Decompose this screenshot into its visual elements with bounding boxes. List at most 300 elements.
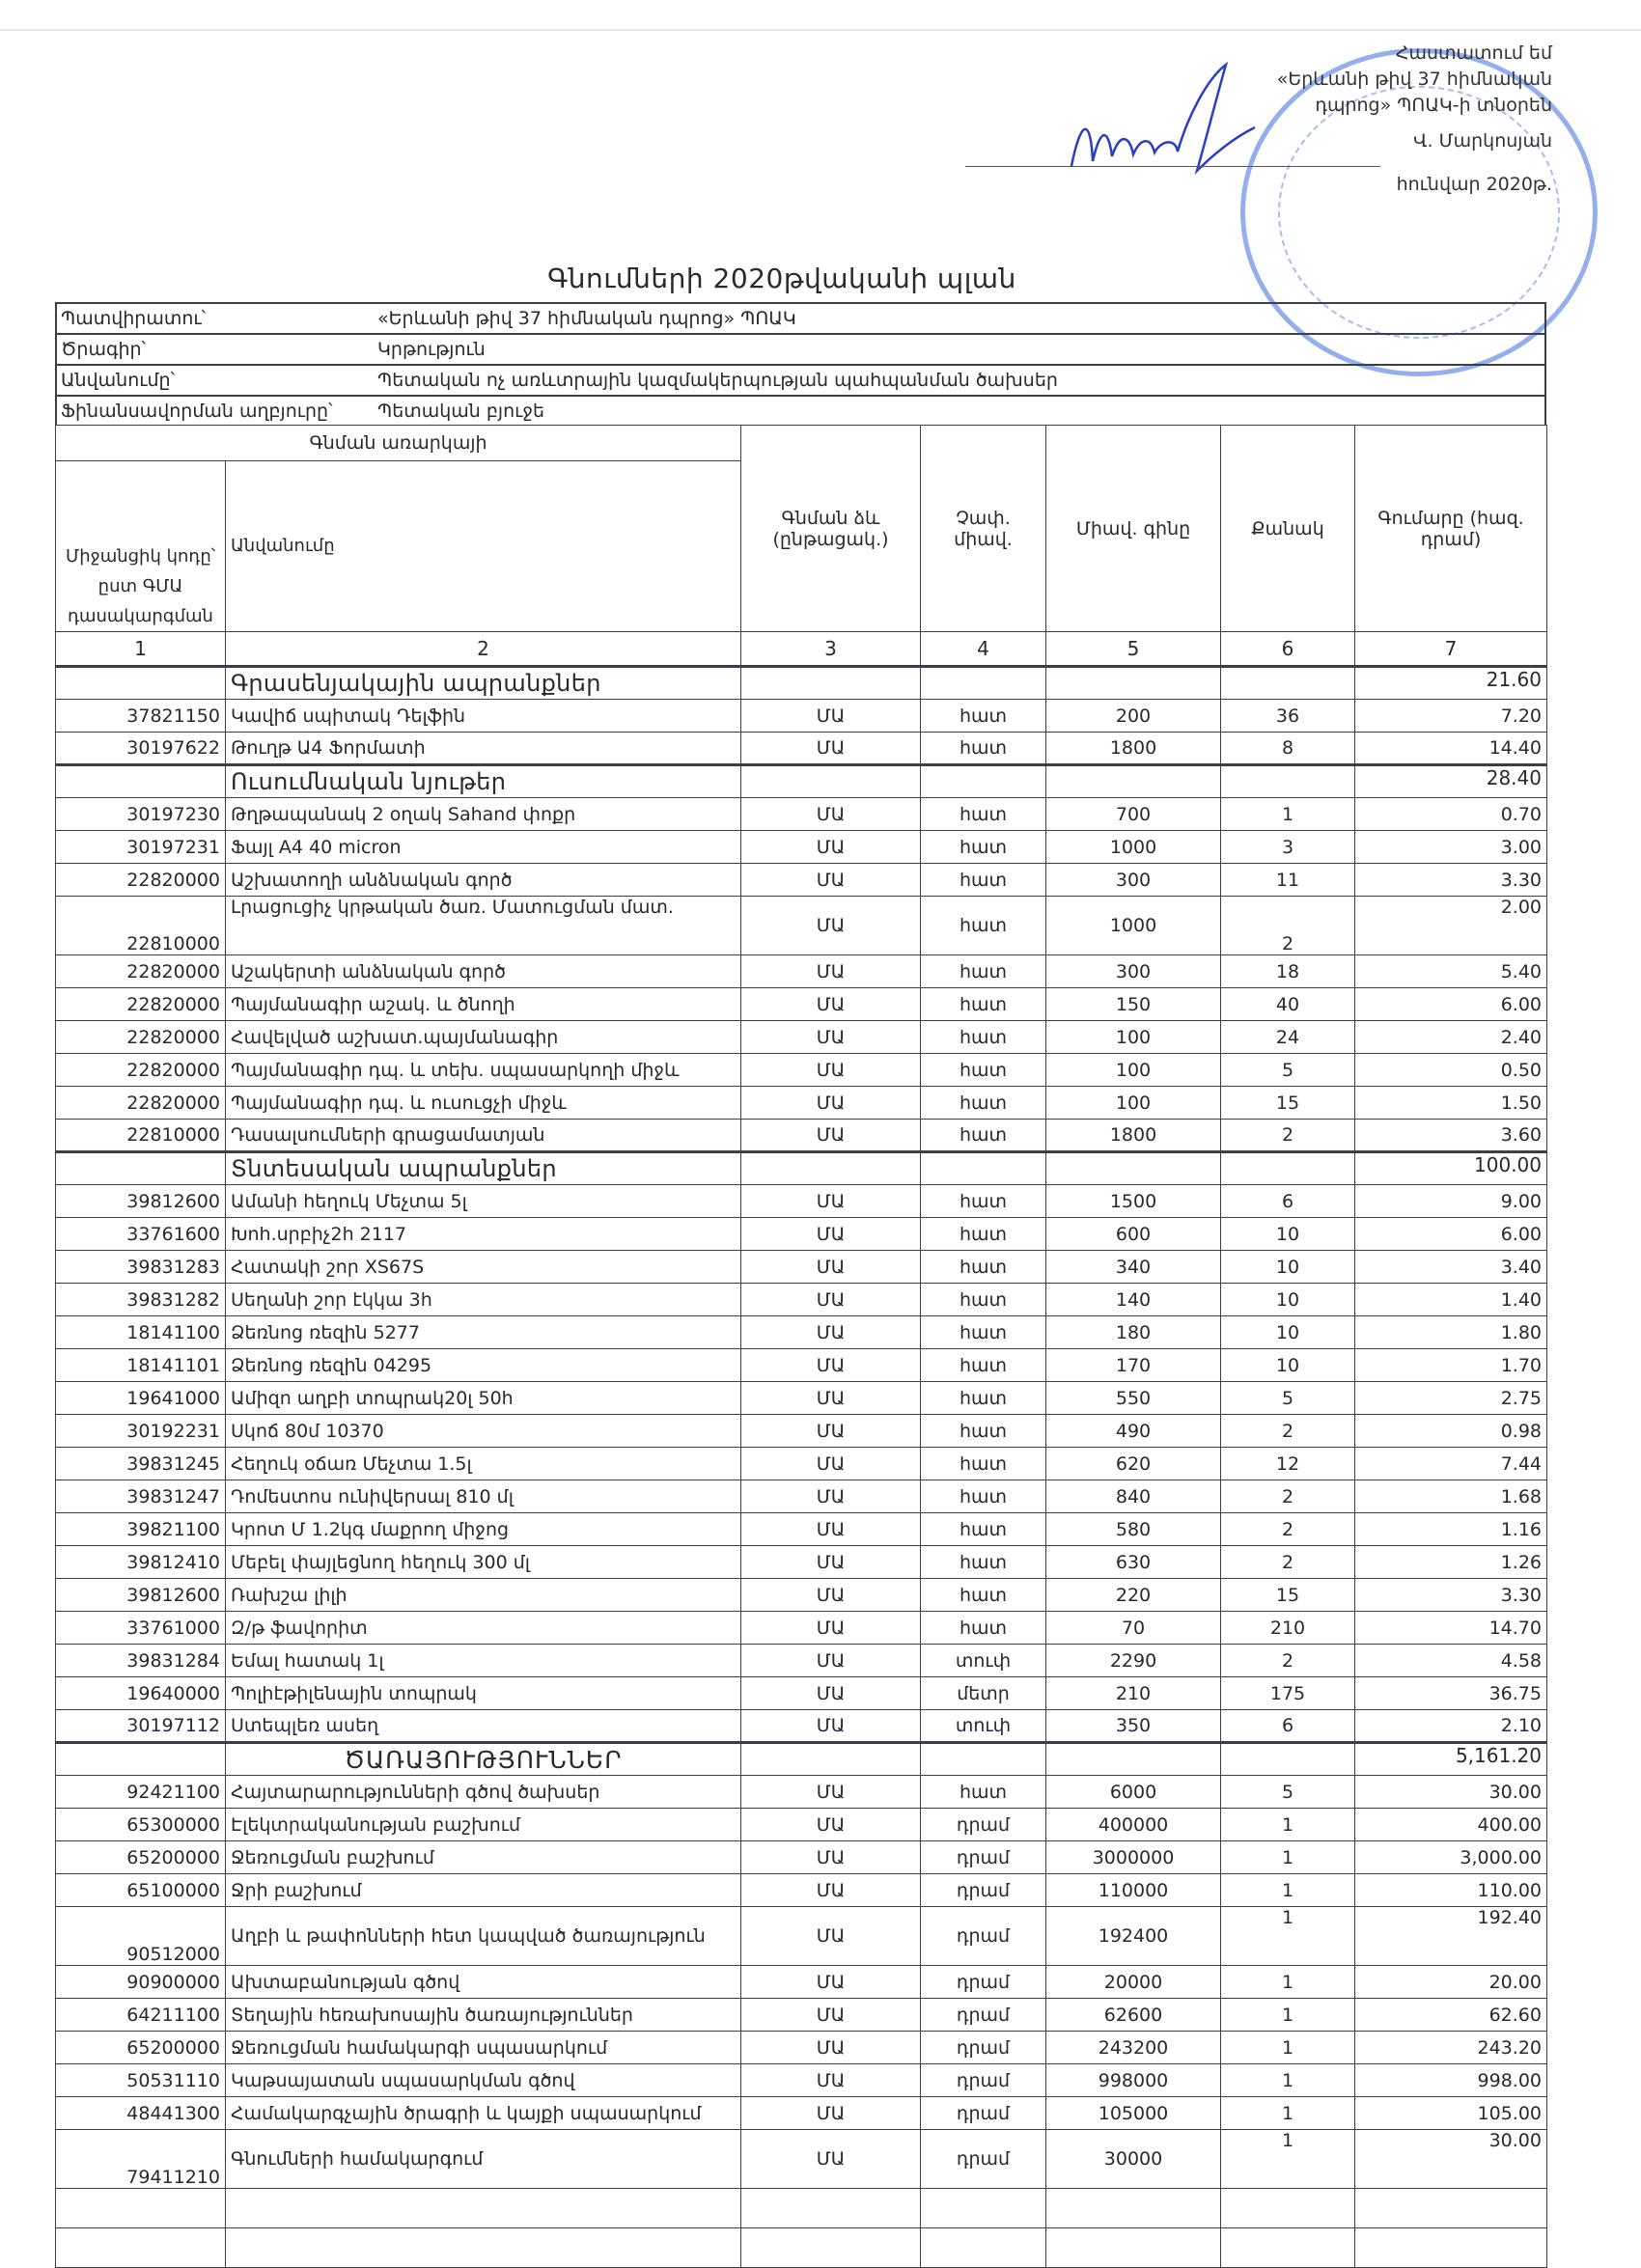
line-total: 192.40	[1355, 1907, 1547, 1966]
unit-price: 998000	[1046, 2064, 1221, 2097]
unit: հատ	[921, 1251, 1046, 1284]
colnum-4: 4	[921, 632, 1046, 667]
cpv-code: 64211100	[56, 1999, 226, 2032]
unit: դրամ	[921, 1999, 1046, 2032]
unit: հատ	[921, 1218, 1046, 1251]
procurement-method: ՄԱ	[741, 1316, 921, 1349]
unit: դրամ	[921, 2097, 1046, 2130]
table-row	[56, 1349, 1547, 1382]
unit: հատ	[921, 988, 1046, 1021]
item-name: Խոհ.սրբիչ2հ 2117	[226, 1218, 741, 1251]
cpv-code: 39812600	[56, 1185, 226, 1218]
section-header-row	[56, 667, 1547, 700]
cpv-code: 22810000	[56, 1120, 226, 1152]
cpv-code: 19640000	[56, 1677, 226, 1710]
table-row	[56, 1612, 1547, 1645]
section-blank	[1221, 667, 1355, 700]
cpv-code: 39831247	[56, 1480, 226, 1513]
item-name: Աղբի և թափոնների հետ կապված ծառայություն	[226, 1907, 741, 1966]
unit: հատ	[921, 1448, 1046, 1480]
item-name: Թղթապանակ 2 օղակ Sahand փոքր	[226, 798, 741, 831]
table-row	[56, 1841, 1547, 1874]
item-name: Ամանի հեղուկ Մեչտա 5լ	[226, 1185, 741, 1218]
procurement-method: ՄԱ	[741, 1185, 921, 1218]
unit: հատ	[921, 1382, 1046, 1415]
cpv-code: 30197231	[56, 831, 226, 864]
procurement-method: ՄԱ	[741, 2064, 921, 2097]
line-total: 1.50	[1355, 1087, 1547, 1120]
procurement-method: ՄԱ	[741, 1251, 921, 1284]
unit-price: 2290	[1046, 1645, 1221, 1677]
item-name: Կաթսայատան սպասարկման գծով	[226, 2064, 741, 2097]
table-row	[56, 1677, 1547, 1710]
cpv-code: 33761000	[56, 1612, 226, 1645]
unit: հատ	[921, 1546, 1046, 1579]
meta-row	[56, 365, 1545, 396]
table-row	[56, 1907, 1547, 1966]
cpv-code: 22820000	[56, 955, 226, 988]
meta-label: Պատվիրատու՝	[56, 303, 374, 334]
procurement-method: ՄԱ	[741, 1054, 921, 1087]
section-blank	[921, 667, 1046, 700]
unit-price: 220	[1046, 1579, 1221, 1612]
unit: տուփ	[921, 1645, 1046, 1677]
cpv-code: 37821150	[56, 700, 226, 733]
unit-price: 30000	[1046, 2130, 1221, 2189]
quantity: 5	[1221, 1054, 1355, 1087]
item-name: Թուղթ Ա4 Ֆորմատի	[226, 733, 741, 765]
table-row	[56, 1185, 1547, 1218]
cpv-code: 30192231	[56, 1415, 226, 1448]
table-row	[56, 1087, 1547, 1120]
line-total: 110.00	[1355, 1874, 1547, 1907]
cpv-code: 65200000	[56, 2032, 226, 2064]
quantity: 10	[1221, 1349, 1355, 1382]
table-row	[56, 1021, 1547, 1054]
quantity: 2	[1221, 1120, 1355, 1152]
procurement-method: ՄԱ	[741, 1218, 921, 1251]
procurement-method: ՄԱ	[741, 1677, 921, 1710]
line-total: 5.40	[1355, 955, 1547, 988]
table-row	[56, 733, 1547, 765]
unit-price: 110000	[1046, 1874, 1221, 1907]
item-name: Զ/թ ֆավորիտ	[226, 1612, 741, 1645]
colnum-7: 7	[1355, 632, 1547, 667]
table-row	[56, 1284, 1547, 1316]
table-row	[56, 1579, 1547, 1612]
unit-price: 243200	[1046, 2032, 1221, 2064]
item-name: Ամիզո աղբի տոպրակ20լ 50հ	[226, 1382, 741, 1415]
meta-table	[55, 302, 1546, 426]
item-name: Մեբել փայլեցնող հեղուկ 300 մլ	[226, 1546, 741, 1579]
unit-price: 840	[1046, 1480, 1221, 1513]
line-total: 2.40	[1355, 1021, 1547, 1054]
quantity: 18	[1221, 955, 1355, 988]
cpv-code: 22820000	[56, 1021, 226, 1054]
unit: հատ	[921, 1021, 1046, 1054]
quantity: 5	[1221, 1382, 1355, 1415]
unit: տուփ	[921, 1710, 1046, 1743]
section-blank	[1221, 1152, 1355, 1185]
section-header-row	[56, 1743, 1547, 1776]
table-row	[56, 798, 1547, 831]
colnum-2: 2	[226, 632, 741, 667]
procurement-method: ՄԱ	[741, 1120, 921, 1152]
quantity: 2	[1221, 1546, 1355, 1579]
quantity: 1	[1221, 2064, 1355, 2097]
line-total: 998.00	[1355, 2064, 1547, 2097]
section-name: Գրասենյակային ապրանքներ	[226, 667, 741, 700]
line-total: 36.75	[1355, 1677, 1547, 1710]
unit: հատ	[921, 1579, 1046, 1612]
approver-name: Վ. Մարկոսյան	[1413, 130, 1552, 152]
procurement-method: ՄԱ	[741, 1513, 921, 1546]
unit-price: 1000	[1046, 831, 1221, 864]
colnum-1: 1	[56, 632, 226, 667]
unit: հատ	[921, 798, 1046, 831]
cpv-code: 90512000	[56, 1907, 226, 1966]
procurement-method: ՄԱ	[741, 2130, 921, 2189]
section-blank	[1046, 1743, 1221, 1776]
procurement-method: ՄԱ	[741, 1546, 921, 1579]
unit-price: 180	[1046, 1316, 1221, 1349]
quantity: 2	[1221, 897, 1355, 955]
quantity: 6	[1221, 1710, 1355, 1743]
table-row	[56, 1513, 1547, 1546]
line-total: 62.60	[1355, 1999, 1547, 2032]
procurement-method: ՄԱ	[741, 2097, 921, 2130]
line-total: 7.20	[1355, 700, 1547, 733]
table-row	[56, 1251, 1547, 1284]
line-total: 3,000.00	[1355, 1841, 1547, 1874]
item-name: Հայտարարությունների գծով ծախսեր	[226, 1776, 741, 1809]
line-total: 3.30	[1355, 1579, 1547, 1612]
unit: հատ	[921, 1087, 1046, 1120]
cpv-code: 39831284	[56, 1645, 226, 1677]
line-total: 105.00	[1355, 2097, 1547, 2130]
procurement-method: ՄԱ	[741, 1966, 921, 1999]
section-code	[56, 765, 226, 798]
line-total: 3.40	[1355, 1251, 1547, 1284]
meta-row	[56, 303, 1545, 334]
section-blank	[1221, 1743, 1355, 1776]
section-blank	[741, 667, 921, 700]
meta-label: Ֆինանսավորման աղբյուրը՝	[56, 396, 374, 426]
unit: հատ	[921, 1776, 1046, 1809]
item-name: Կրոտ Մ 1.2կգ մաքրող միջոց	[226, 1513, 741, 1546]
section-blank	[921, 1743, 1046, 1776]
procurement-method: ՄԱ	[741, 1776, 921, 1809]
line-total: 0.70	[1355, 798, 1547, 831]
unit: հատ	[921, 1316, 1046, 1349]
quantity: 24	[1221, 1021, 1355, 1054]
line-total: 1.16	[1355, 1513, 1547, 1546]
colnum-3: 3	[741, 632, 921, 667]
item-name: Կավիճ սպիտակ Դելֆին	[226, 700, 741, 733]
quantity: 10	[1221, 1218, 1355, 1251]
cpv-code: 22820000	[56, 988, 226, 1021]
table-row	[56, 1966, 1547, 1999]
section-name: ԾԱՌԱՅՈՒԹՅՈՒՆՆԵՐ	[226, 1743, 741, 1776]
unit: հատ	[921, 1513, 1046, 1546]
line-total: 400.00	[1355, 1809, 1547, 1841]
unit: հատ	[921, 733, 1046, 765]
procurement-method: ՄԱ	[741, 1579, 921, 1612]
item-name: Ռախշա լիլի	[226, 1579, 741, 1612]
procurement-method: ՄԱ	[741, 2032, 921, 2064]
unit: դրամ	[921, 1874, 1046, 1907]
quantity: 8	[1221, 733, 1355, 765]
section-blank	[1221, 765, 1355, 798]
table-row	[56, 1054, 1547, 1087]
unit: հատ	[921, 1415, 1046, 1448]
line-total: 6.00	[1355, 988, 1547, 1021]
empty-row	[56, 2228, 1547, 2268]
unit-price: 1800	[1046, 1120, 1221, 1152]
line-total: 0.50	[1355, 1054, 1547, 1087]
procurement-method: ՄԱ	[741, 1999, 921, 2032]
quantity: 1	[1221, 1809, 1355, 1841]
line-total: 14.40	[1355, 733, 1547, 765]
procurement-method: ՄԱ	[741, 897, 921, 955]
section-blank	[741, 1152, 921, 1185]
unit: դրամ	[921, 1907, 1046, 1966]
line-total: 1.26	[1355, 1546, 1547, 1579]
procurement-method: ՄԱ	[741, 1874, 921, 1907]
unit: հատ	[921, 1349, 1046, 1382]
line-total: 2.75	[1355, 1382, 1547, 1415]
procurement-method: ՄԱ	[741, 1448, 921, 1480]
cpv-code: 39821100	[56, 1513, 226, 1546]
quantity: 15	[1221, 1579, 1355, 1612]
item-name: Դասալսումների գրացամատյան	[226, 1120, 741, 1152]
line-total: 30.00	[1355, 2130, 1547, 2189]
unit-price: 490	[1046, 1415, 1221, 1448]
procurement-method: ՄԱ	[741, 1710, 921, 1743]
header-group: Գնման առարկայի	[56, 426, 741, 461]
unit: հատ	[921, 955, 1046, 988]
table-row	[56, 700, 1547, 733]
unit-price: 62600	[1046, 1999, 1221, 2032]
unit: հատ	[921, 1480, 1046, 1513]
quantity: 3	[1221, 831, 1355, 864]
table-row	[56, 1776, 1547, 1809]
section-header-row	[56, 1152, 1547, 1185]
procurement-method: ՄԱ	[741, 1612, 921, 1645]
item-name: Ստեպլեռ ասեղ	[226, 1710, 741, 1743]
item-name: Ֆայլ A4 40 micron	[226, 831, 741, 864]
header-unit: Չափ. միավ.	[921, 426, 1046, 632]
cpv-code: 22810000	[56, 897, 226, 955]
cpv-code: 92421100	[56, 1776, 226, 1809]
cpv-code: 39831282	[56, 1284, 226, 1316]
quantity: 1	[1221, 1874, 1355, 1907]
item-name: Պայմանագիր դպ. և տեխ. սպասարկողի միջև	[226, 1054, 741, 1087]
item-name: Պայմանագիր դպ. և ուսուցչի միջև	[226, 1087, 741, 1120]
procurement-method: ՄԱ	[741, 1415, 921, 1448]
quantity: 36	[1221, 700, 1355, 733]
item-name: Ջեռուցման համակարգի սպասարկում	[226, 2032, 741, 2064]
cpv-code: 30197112	[56, 1710, 226, 1743]
procurement-method: ՄԱ	[741, 955, 921, 988]
unit-price: 100	[1046, 1087, 1221, 1120]
unit: մետր	[921, 1677, 1046, 1710]
cpv-code: 18141101	[56, 1349, 226, 1382]
line-total: 3.00	[1355, 831, 1547, 864]
unit-price: 350	[1046, 1710, 1221, 1743]
cpv-code: 65200000	[56, 1841, 226, 1874]
quantity: 210	[1221, 1612, 1355, 1645]
section-blank	[1046, 667, 1221, 700]
colnum-5: 5	[1046, 632, 1221, 667]
line-total: 2.00	[1355, 897, 1547, 955]
column-numbers-row	[56, 632, 1547, 667]
unit: հատ	[921, 864, 1046, 897]
unit-price: 300	[1046, 955, 1221, 988]
table-row	[56, 1710, 1547, 1743]
cpv-code: 50531110	[56, 2064, 226, 2097]
line-total: 7.44	[1355, 1448, 1547, 1480]
line-total: 20.00	[1355, 1966, 1547, 1999]
line-total: 4.58	[1355, 1645, 1547, 1677]
unit: դրամ	[921, 1841, 1046, 1874]
line-total: 14.70	[1355, 1612, 1547, 1645]
unit-price: 100	[1046, 1021, 1221, 1054]
approval-org-line2: դպրոց» ՊՈԱԿ-ի տնօրեն	[1315, 95, 1552, 116]
line-total: 6.00	[1355, 1218, 1547, 1251]
table-row	[56, 988, 1547, 1021]
cpv-code: 39812410	[56, 1546, 226, 1579]
line-total: 3.60	[1355, 1120, 1547, 1152]
section-header-row	[56, 765, 1547, 798]
quantity: 2	[1221, 1415, 1355, 1448]
line-total: 2.10	[1355, 1710, 1547, 1743]
quantity: 1	[1221, 1999, 1355, 2032]
approval-block	[1277, 41, 1552, 198]
cpv-code: 39831245	[56, 1448, 226, 1480]
table-row	[56, 1480, 1547, 1513]
table-row	[56, 2064, 1547, 2097]
unit: հատ	[921, 897, 1046, 955]
cpv-code: 18141100	[56, 1316, 226, 1349]
cpv-code: 30197230	[56, 798, 226, 831]
procurement-method: ՄԱ	[741, 1809, 921, 1841]
quantity: 1	[1221, 798, 1355, 831]
unit-price: 1800	[1046, 733, 1221, 765]
quantity: 1	[1221, 1966, 1355, 1999]
item-name: Հեղուկ օճառ Մեչտա 1.5լ	[226, 1448, 741, 1480]
approval-org-line1: «Երևանի թիվ 37 հիմնական	[1276, 69, 1552, 90]
quantity: 2	[1221, 1480, 1355, 1513]
unit: հատ	[921, 1054, 1046, 1087]
table-row	[56, 2130, 1547, 2189]
unit-price: 192400	[1046, 1907, 1221, 1966]
header-code: Միջանցիկ կոդը՝ ըստ ԳՄԱ դասակարգման	[56, 461, 226, 632]
unit-price: 580	[1046, 1513, 1221, 1546]
item-name: Ջրի բաշխում	[226, 1874, 741, 1907]
cpv-code: 22820000	[56, 1087, 226, 1120]
unit-price: 340	[1046, 1251, 1221, 1284]
cpv-code: 39812600	[56, 1579, 226, 1612]
header-price: Միավ. գինը	[1046, 426, 1221, 632]
quantity: 11	[1221, 864, 1355, 897]
unit-price: 70	[1046, 1612, 1221, 1645]
cpv-code: 22820000	[56, 864, 226, 897]
procurement-method: ՄԱ	[741, 1284, 921, 1316]
meta-value: Պետական բյուջե	[374, 396, 1545, 426]
unit-price: 100	[1046, 1054, 1221, 1087]
unit: դրամ	[921, 2064, 1046, 2097]
quantity: 10	[1221, 1316, 1355, 1349]
section-name: Տնտեսական ապրանքներ	[226, 1152, 741, 1185]
meta-label: Անվանումը՝	[56, 365, 374, 396]
item-name: Պայմանագիր աշակ. և ծնողի	[226, 988, 741, 1021]
item-name: Հատակի շոր XS67S	[226, 1251, 741, 1284]
table-row	[56, 1645, 1547, 1677]
quantity: 1	[1221, 1907, 1355, 1966]
quantity: 2	[1221, 1645, 1355, 1677]
unit-price: 550	[1046, 1382, 1221, 1415]
unit-price: 6000	[1046, 1776, 1221, 1809]
cpv-code: 65300000	[56, 1809, 226, 1841]
cpv-code: 19641000	[56, 1382, 226, 1415]
unit-price: 3000000	[1046, 1841, 1221, 1874]
unit-price: 170	[1046, 1349, 1221, 1382]
unit-price: 700	[1046, 798, 1221, 831]
item-name: Ախտաբանության գծով	[226, 1966, 741, 1999]
table-row	[56, 1120, 1547, 1152]
section-blank	[1046, 1152, 1221, 1185]
unit-price: 105000	[1046, 2097, 1221, 2130]
procurement-method: ՄԱ	[741, 988, 921, 1021]
cpv-code: 48441300	[56, 2097, 226, 2130]
cpv-code: 79411210	[56, 2130, 226, 2189]
procurement-method: ՄԱ	[741, 1841, 921, 1874]
quantity: 10	[1221, 1251, 1355, 1284]
item-name: Տեղային հեռախոսային ծառայություններ	[226, 1999, 741, 2032]
table-row	[56, 1809, 1547, 1841]
procurement-method: ՄԱ	[741, 1021, 921, 1054]
page-title: Գնումների 2020թվականի պլան	[547, 263, 1016, 294]
table-row	[56, 1874, 1547, 1907]
unit: հատ	[921, 1120, 1046, 1152]
item-name: Աշխատողի անձնական գործ	[226, 864, 741, 897]
unit: հատ	[921, 831, 1046, 864]
section-blank	[741, 1743, 921, 1776]
approval-heading: Հաստատում եմ	[1395, 42, 1552, 64]
meta-value: Կրթություն	[374, 334, 1545, 365]
header-total: Գումարը (հազ. դրամ)	[1355, 426, 1547, 632]
procurement-method: ՄԱ	[741, 864, 921, 897]
table-row	[56, 897, 1547, 955]
table-row	[56, 1999, 1547, 2032]
cpv-code: 33761600	[56, 1218, 226, 1251]
line-total: 3.30	[1355, 864, 1547, 897]
item-name: Աշակերտի անձնական գործ	[226, 955, 741, 988]
section-blank	[921, 765, 1046, 798]
cpv-code: 90900000	[56, 1966, 226, 1999]
unit-price: 140	[1046, 1284, 1221, 1316]
cpv-code: 30197622	[56, 733, 226, 765]
unit-price: 150	[1046, 988, 1221, 1021]
procurement-method: ՄԱ	[741, 700, 921, 733]
quantity: 40	[1221, 988, 1355, 1021]
cpv-code: 22820000	[56, 1054, 226, 1087]
line-total: 1.80	[1355, 1316, 1547, 1349]
line-total: 9.00	[1355, 1185, 1547, 1218]
procurement-method: ՄԱ	[741, 1480, 921, 1513]
section-code	[56, 1743, 226, 1776]
